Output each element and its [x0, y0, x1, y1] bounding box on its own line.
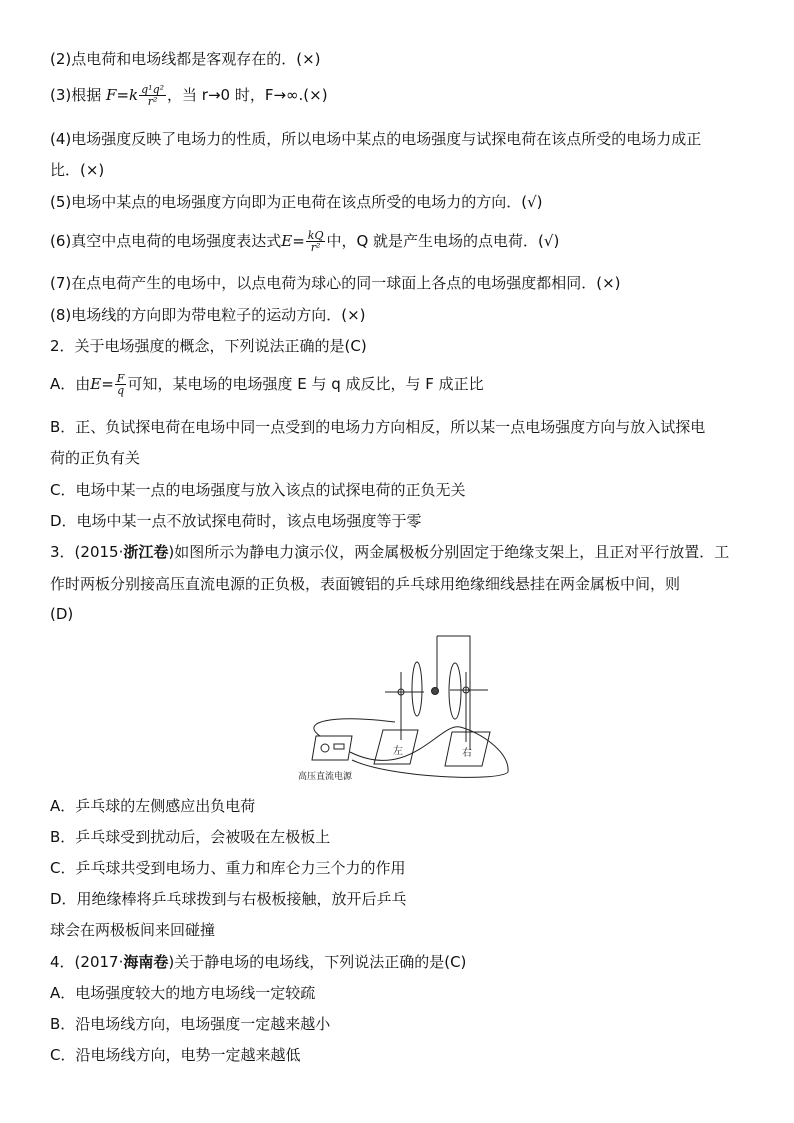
- question-3-source: 浙江卷: [123, 543, 169, 561]
- statement-7: (7)在点电荷产生的电场中，以点电荷为球心的同一球面上各点的电场强度都相同．(×): [50, 274, 621, 292]
- question-3-number: 3．(2015·: [50, 543, 124, 561]
- question-3-option-d-line-2: 球会在两极板间来回碰撞: [50, 921, 216, 939]
- question-2-option-b-line-1: B．正、负试探电荷在电场中同一点受到的电场力方向相反，所以某一点电场强度方向与放入试探电: [50, 418, 706, 436]
- question-2-stem: 2．关于电场强度的概念，下列说法正确的是(C): [50, 337, 367, 355]
- statement-3-suffix: ，当 r→0 时，F→∞.(×): [167, 86, 328, 104]
- statement-3: [50, 84, 750, 107]
- question-4-source: 海南卷: [123, 953, 169, 971]
- question-3-stem-text: )如图所示为静电力演示仪，两金属极板分别固定于绝缘支架上，且正对平行放置．工: [168, 543, 730, 561]
- field-fraction: [306, 230, 326, 253]
- fraction-numerator: kQ: [307, 229, 324, 242]
- statement-4-line-2: 比．(×): [50, 161, 105, 179]
- question-3-stem-line-2: 作时两板分别接高压直流电源的正负极，表面镀铝的乒乓球用绝缘细线悬挂在两金属板中间，则: [50, 575, 681, 593]
- question-3-stem-line-3: (D): [50, 605, 74, 623]
- question-2-option-b-line-2: 荷的正负有关: [50, 449, 141, 467]
- left-base-label: 左: [393, 746, 403, 757]
- power-supply-body: [312, 736, 352, 760]
- statement-4-line-1: (4)电场强度反映了电场力的性质，所以电场中某点的电场强度与试探电荷在该点所受的电场力成正: [50, 130, 702, 148]
- power-supply-dial: [321, 744, 329, 752]
- formula-lhs: E: [281, 232, 293, 250]
- right-base-label: 右: [462, 748, 472, 759]
- left-metal-plate: [412, 662, 422, 716]
- question-2-option-d: D．电场中某一点不放试探电荷时，该点电场强度等于零: [50, 512, 422, 530]
- ping-pong-ball: [432, 688, 439, 695]
- wire-right: [350, 727, 508, 778]
- formula-k: k: [129, 86, 139, 104]
- question-3-option-c: C．乒乓球共受到电场力、重力和库仑力三个力的作用: [50, 859, 406, 877]
- option-a-prefix: A．由: [50, 375, 91, 393]
- statement-5: (5)电场中某点的电场强度方向即为正电荷在该点所受的电场力的方向．(√): [50, 193, 543, 211]
- formula-lhs: F: [106, 86, 117, 104]
- question-4-option-b: B．沿电场线方向，电场强度一定越来越小: [50, 1015, 331, 1033]
- power-supply-switch: [334, 744, 344, 749]
- formula-lhs: E: [90, 375, 102, 393]
- question-3-stem-line-1: [50, 542, 750, 562]
- question-3-option-a: A．乒乓球的左侧感应出负电荷: [50, 797, 256, 815]
- question-4-option-a: A．电场强度较大的地方电场线一定较疏: [50, 984, 316, 1002]
- statement-3-prefix: (3)根据: [50, 86, 102, 104]
- formula-eq: =: [292, 232, 305, 250]
- option-a-suffix: 可知，某电场的电场强度 E 与 q 成反比，与 F 成正比: [127, 375, 484, 393]
- electrostatic-apparatus-figure: [290, 632, 520, 782]
- fraction-denominator: r²: [310, 241, 321, 254]
- coulomb-fraction: [139, 84, 166, 107]
- wire-left: [314, 719, 395, 736]
- fraction-denominator: r²: [147, 95, 158, 108]
- fraction-numerator: q¹q²: [141, 83, 165, 96]
- statement-8: (8)电场线的方向即为带电粒子的运动方向．(×): [50, 306, 366, 324]
- statement-6-suffix: 中，Q 就是产生电场的点电荷．(√): [326, 232, 560, 250]
- question-2-option-c: C．电场中某一点的电场强度与放入该点的试探电荷的正负无关: [50, 481, 466, 499]
- question-4-option-c: C．沿电场线方向，电势一定越来越低: [50, 1046, 301, 1064]
- question-4-stem: [50, 952, 750, 972]
- statement-2: (2)点电荷和电场线都是客观存在的．(×): [50, 50, 321, 68]
- statement-6-prefix: (6)真空中点电荷的电场强度表达式: [50, 232, 282, 250]
- right-metal-plate: [449, 663, 461, 719]
- formula-eq: =: [101, 375, 114, 393]
- question-3-option-d-line-1: D．用绝缘棒将乒乓球拨到与右极板接触，放开后乒乓: [50, 890, 407, 908]
- field-fraction: [115, 373, 127, 396]
- question-4-stem-text: )关于静电场的电场线，下列说法正确的是(C): [168, 953, 467, 971]
- question-4-number: 4．(2017·: [50, 953, 124, 971]
- question-3-option-b: B．乒乓球受到扰动后，会被吸在左极板上: [50, 828, 331, 846]
- question-2-option-a: [50, 373, 750, 396]
- statement-6: [50, 230, 750, 253]
- figure-caption: 高压直流电源: [298, 772, 353, 782]
- fraction-denominator: q: [117, 384, 125, 397]
- fraction-numerator: F: [116, 372, 125, 385]
- formula-eq: =: [116, 86, 130, 104]
